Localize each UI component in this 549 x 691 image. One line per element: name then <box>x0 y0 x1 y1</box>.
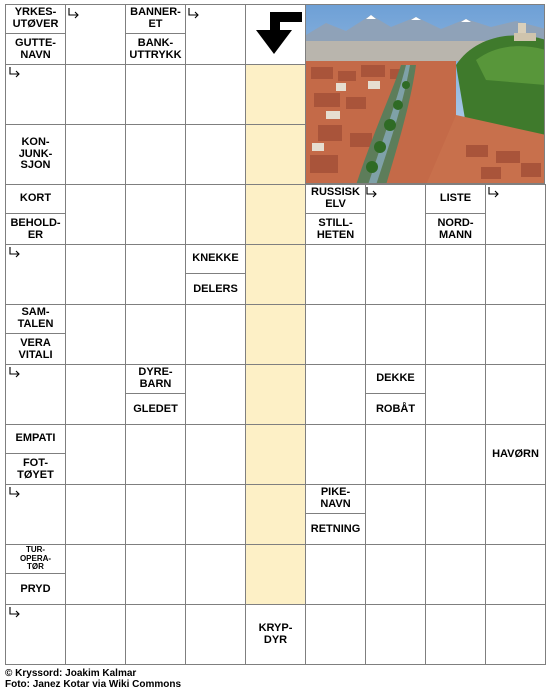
answer-cell[interactable] <box>185 424 246 485</box>
down-right-arrow-icon <box>365 186 379 200</box>
clue-knekke: KNEKKE <box>186 245 245 274</box>
answer-cell[interactable] <box>245 184 306 245</box>
clue-liste: LISTE <box>426 185 485 214</box>
answer-cell[interactable] <box>365 304 426 365</box>
down-right-arrow-icon <box>8 66 22 80</box>
down-right-arrow-icon <box>8 606 22 620</box>
clue-gledet: GLEDET <box>126 395 185 424</box>
clue-kort: KORT <box>6 185 65 214</box>
down-right-arrow-icon <box>8 486 22 500</box>
down-right-arrow-icon <box>8 366 22 380</box>
answer-cell[interactable] <box>425 424 486 485</box>
answer-cell[interactable] <box>125 304 186 365</box>
clue-delers: DELERS <box>186 275 245 304</box>
answer-cell[interactable] <box>65 424 126 485</box>
clue-dekke: DEKKE <box>366 365 425 394</box>
answer-cell[interactable] <box>305 544 366 605</box>
answer-cell[interactable] <box>65 64 126 125</box>
answer-cell[interactable] <box>65 304 126 365</box>
clue-vera-vitali: VERA VITALI <box>6 335 65 364</box>
answer-cell[interactable] <box>185 604 246 665</box>
answer-cell[interactable] <box>425 484 486 545</box>
clue-banneret: BANNER- ET <box>126 5 185 34</box>
answer-cell[interactable] <box>305 244 366 305</box>
answer-cell[interactable] <box>125 124 186 185</box>
credit-crossword: © Kryssord: Joakim Kalmar <box>5 668 137 679</box>
clue-yrkesutover: YRKES- UTØVER <box>6 5 65 34</box>
answer-cell[interactable] <box>185 304 246 365</box>
answer-cell[interactable] <box>65 124 126 185</box>
clue-fottoyet: FOT- TØYET <box>6 455 65 484</box>
clue-dyrebarn: DYRE- BARN <box>126 365 185 394</box>
credit-photo: Foto: Janez Kotar via Wiki Commons <box>5 679 182 690</box>
clue-stillheten: STILL- HETEN <box>306 215 365 244</box>
clue-krypdyr: KRYP- DYR <box>246 605 305 664</box>
answer-cell[interactable] <box>245 424 306 485</box>
answer-cell[interactable] <box>425 364 486 425</box>
clue-robat: ROBÅT <box>366 395 425 424</box>
answer-cell[interactable] <box>245 304 306 365</box>
answer-cell[interactable] <box>125 184 186 245</box>
credits <box>5 668 181 690</box>
answer-cell[interactable] <box>305 424 366 485</box>
answer-cell[interactable] <box>485 364 546 425</box>
answer-cell[interactable] <box>185 64 246 125</box>
clue-nordmann: NORD- MANN <box>426 215 485 244</box>
city-photo <box>305 4 545 184</box>
answer-cell[interactable] <box>245 124 306 185</box>
answer-cell[interactable] <box>425 304 486 365</box>
answer-cell[interactable] <box>365 544 426 605</box>
answer-cell[interactable] <box>65 484 126 545</box>
answer-cell[interactable] <box>245 244 306 305</box>
answer-cell[interactable] <box>245 484 306 545</box>
answer-cell[interactable] <box>485 604 546 665</box>
answer-cell[interactable] <box>185 184 246 245</box>
clue-russisk-elv: RUSSISK ELV <box>306 185 365 214</box>
answer-cell[interactable] <box>365 424 426 485</box>
answer-cell[interactable] <box>125 484 186 545</box>
answer-cell[interactable] <box>65 244 126 305</box>
answer-cell[interactable] <box>125 544 186 605</box>
answer-cell[interactable] <box>125 244 186 305</box>
answer-cell[interactable] <box>245 544 306 605</box>
answer-cell[interactable] <box>305 604 366 665</box>
clue-guttenavn: GUTTE- NAVN <box>6 35 65 64</box>
clue-pryd: PRYD <box>6 575 65 604</box>
clue-beholder: BEHOLD- ER <box>6 215 65 244</box>
clue-havorn: HAVØRN <box>486 425 545 484</box>
answer-cell[interactable] <box>65 544 126 605</box>
answer-cell[interactable] <box>485 544 546 605</box>
down-right-arrow-icon <box>187 7 201 21</box>
ljubljana-photo-illustration <box>306 5 545 184</box>
answer-cell[interactable] <box>65 604 126 665</box>
answer-cell[interactable] <box>305 364 366 425</box>
answer-cell[interactable] <box>485 484 546 545</box>
answer-cell[interactable] <box>185 484 246 545</box>
down-right-arrow-icon <box>8 246 22 260</box>
answer-cell[interactable] <box>125 64 186 125</box>
answer-cell[interactable] <box>65 184 126 245</box>
answer-cell[interactable] <box>365 244 426 305</box>
clue-konjunksjon: KON- JUNK- SJON <box>6 125 65 184</box>
answer-cell[interactable] <box>365 484 426 545</box>
clue-retning: RETNING <box>306 515 365 544</box>
clue-empati: EMPATI <box>6 425 65 454</box>
answer-cell[interactable] <box>425 244 486 305</box>
answer-cell[interactable] <box>185 364 246 425</box>
clue-turoperator: TUR- OPERA- TØR <box>6 545 65 574</box>
answer-cell[interactable] <box>485 244 546 305</box>
answer-cell[interactable] <box>365 604 426 665</box>
answer-cell[interactable] <box>305 304 366 365</box>
answer-cell[interactable] <box>125 424 186 485</box>
answer-cell[interactable] <box>245 364 306 425</box>
answer-cell[interactable] <box>65 364 126 425</box>
answer-cell[interactable] <box>125 604 186 665</box>
answer-cell[interactable] <box>245 64 306 125</box>
clue-samtalen: SAM- TALEN <box>6 305 65 334</box>
answer-cell[interactable] <box>185 544 246 605</box>
down-right-arrow-icon <box>487 186 501 200</box>
clue-pikenavn: PIKE- NAVN <box>306 485 365 514</box>
answer-cell[interactable] <box>425 544 486 605</box>
clue-bankuttrykk: BANK- UTTRYKK <box>126 35 185 64</box>
big-down-left-arrow-icon <box>250 10 306 58</box>
answer-cell[interactable] <box>425 604 486 665</box>
answer-cell[interactable] <box>185 124 246 185</box>
answer-cell[interactable] <box>485 304 546 365</box>
down-right-arrow-icon <box>67 7 81 21</box>
